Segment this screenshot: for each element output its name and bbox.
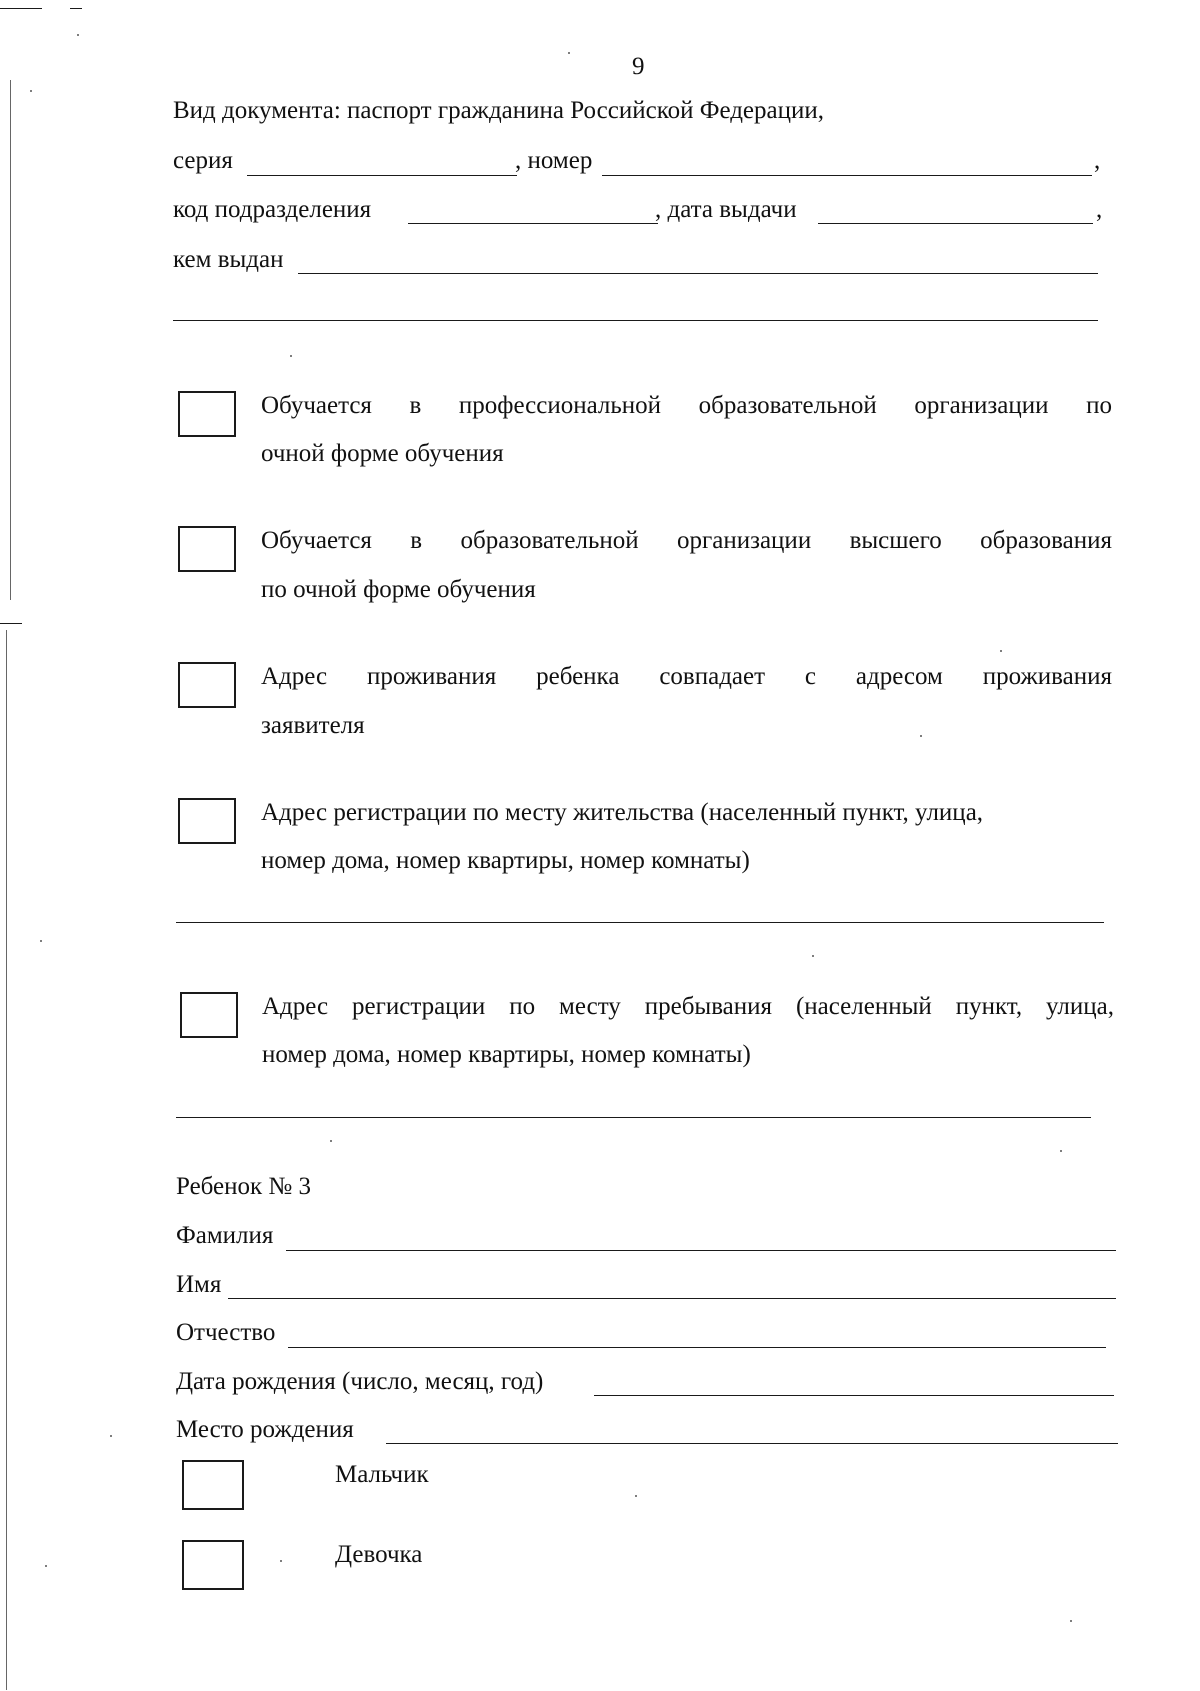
checkbox-higher-education[interactable]: [178, 526, 236, 572]
trailing-comma: ,: [1096, 196, 1103, 223]
child-heading: Ребенок № 3: [176, 1173, 312, 1200]
scan-margin-line: [6, 630, 7, 1690]
patronymic-label: Отчество: [176, 1319, 276, 1346]
series-field-line[interactable]: [247, 175, 517, 176]
scan-speck: [330, 1140, 332, 1142]
scan-speck: [290, 355, 292, 357]
scan-speck: [812, 955, 814, 957]
checkbox-boy[interactable]: [182, 1460, 244, 1510]
scan-speck: [1060, 1150, 1062, 1152]
residence-address-field-line[interactable]: [176, 922, 1104, 923]
page-number: 9: [632, 53, 645, 80]
scan-speck: [1070, 1620, 1072, 1622]
scan-speck: [1000, 650, 1002, 652]
birth-date-field-line[interactable]: [594, 1395, 1114, 1396]
trailing-comma: ,: [1094, 147, 1101, 174]
issue-date-field-line[interactable]: [818, 223, 1093, 224]
scan-speck: [568, 52, 570, 54]
birth-place-label: Место рождения: [176, 1416, 354, 1443]
scan-speck: [280, 1560, 282, 1562]
option-text-line1: Обучается в образовательной организации высшего образования: [261, 527, 1112, 554]
surname-label: Фамилия: [176, 1222, 274, 1249]
document-type-text: Вид документа: паспорт гражданина Российской Федерации,: [173, 97, 825, 124]
option-text-line1: Адрес регистрации по месту жительства (населенный пункт, улица,: [261, 799, 984, 826]
issued-by-field-line-2[interactable]: [173, 320, 1098, 321]
option-text-line2: номер дома, номер квартиры, номер комнаты): [261, 847, 750, 874]
scan-speck: [77, 34, 79, 36]
option-text-line1: Адрес проживания ребенка совпадает с адресом проживания: [261, 663, 1112, 690]
scan-speck: [45, 1565, 47, 1567]
option-text-line2: заявителя: [261, 712, 365, 739]
option-text-line1: Обучается в профессиональной образовательной организации по: [261, 392, 1112, 419]
department-code-label: код подразделения: [173, 196, 372, 223]
surname-field-line[interactable]: [286, 1250, 1116, 1251]
name-field-line[interactable]: [228, 1298, 1116, 1299]
gender-option-girl: Девочка: [335, 1541, 423, 1568]
stay-address-field-line[interactable]: [176, 1117, 1091, 1118]
scan-speck: [40, 940, 42, 942]
checkbox-stay-registration[interactable]: [180, 992, 238, 1038]
option-text-line1: Адрес регистрации по месту пребывания (населенный пункт, улица,: [262, 993, 1114, 1020]
scan-edge-line: [70, 8, 82, 9]
birth-date-label: Дата рождения (число, месяц, год): [176, 1368, 544, 1395]
scan-speck: [635, 1495, 637, 1497]
checkbox-same-address[interactable]: [178, 662, 236, 708]
scan-edge-line: [0, 8, 42, 9]
gender-option-boy: Мальчик: [335, 1461, 429, 1488]
option-text-line2: по очной форме обучения: [261, 576, 536, 603]
department-code-field-line[interactable]: [408, 223, 658, 224]
name-label: Имя: [176, 1271, 222, 1298]
number-field-line[interactable]: [602, 175, 1092, 176]
option-text-line2: номер дома, номер квартиры, номер комнаты): [262, 1041, 751, 1068]
checkbox-residence-registration[interactable]: [178, 798, 236, 844]
option-text-line2: очной форме обучения: [261, 440, 504, 467]
scan-margin-line: [10, 80, 11, 600]
issue-date-label: , дата выдачи: [655, 196, 797, 223]
number-label: , номер: [515, 147, 593, 174]
checkbox-girl[interactable]: [182, 1540, 244, 1590]
checkbox-professional-education[interactable]: [178, 391, 236, 437]
series-label: серия: [173, 147, 233, 174]
patronymic-field-line[interactable]: [288, 1347, 1106, 1348]
birth-place-field-line[interactable]: [386, 1443, 1118, 1444]
scan-speck: [920, 735, 922, 737]
issued-by-field-line[interactable]: [298, 273, 1098, 274]
scan-speck: [110, 1435, 112, 1437]
issued-by-label: кем выдан: [173, 246, 284, 273]
scan-edge-line: [0, 623, 22, 624]
scan-speck: [30, 90, 32, 92]
